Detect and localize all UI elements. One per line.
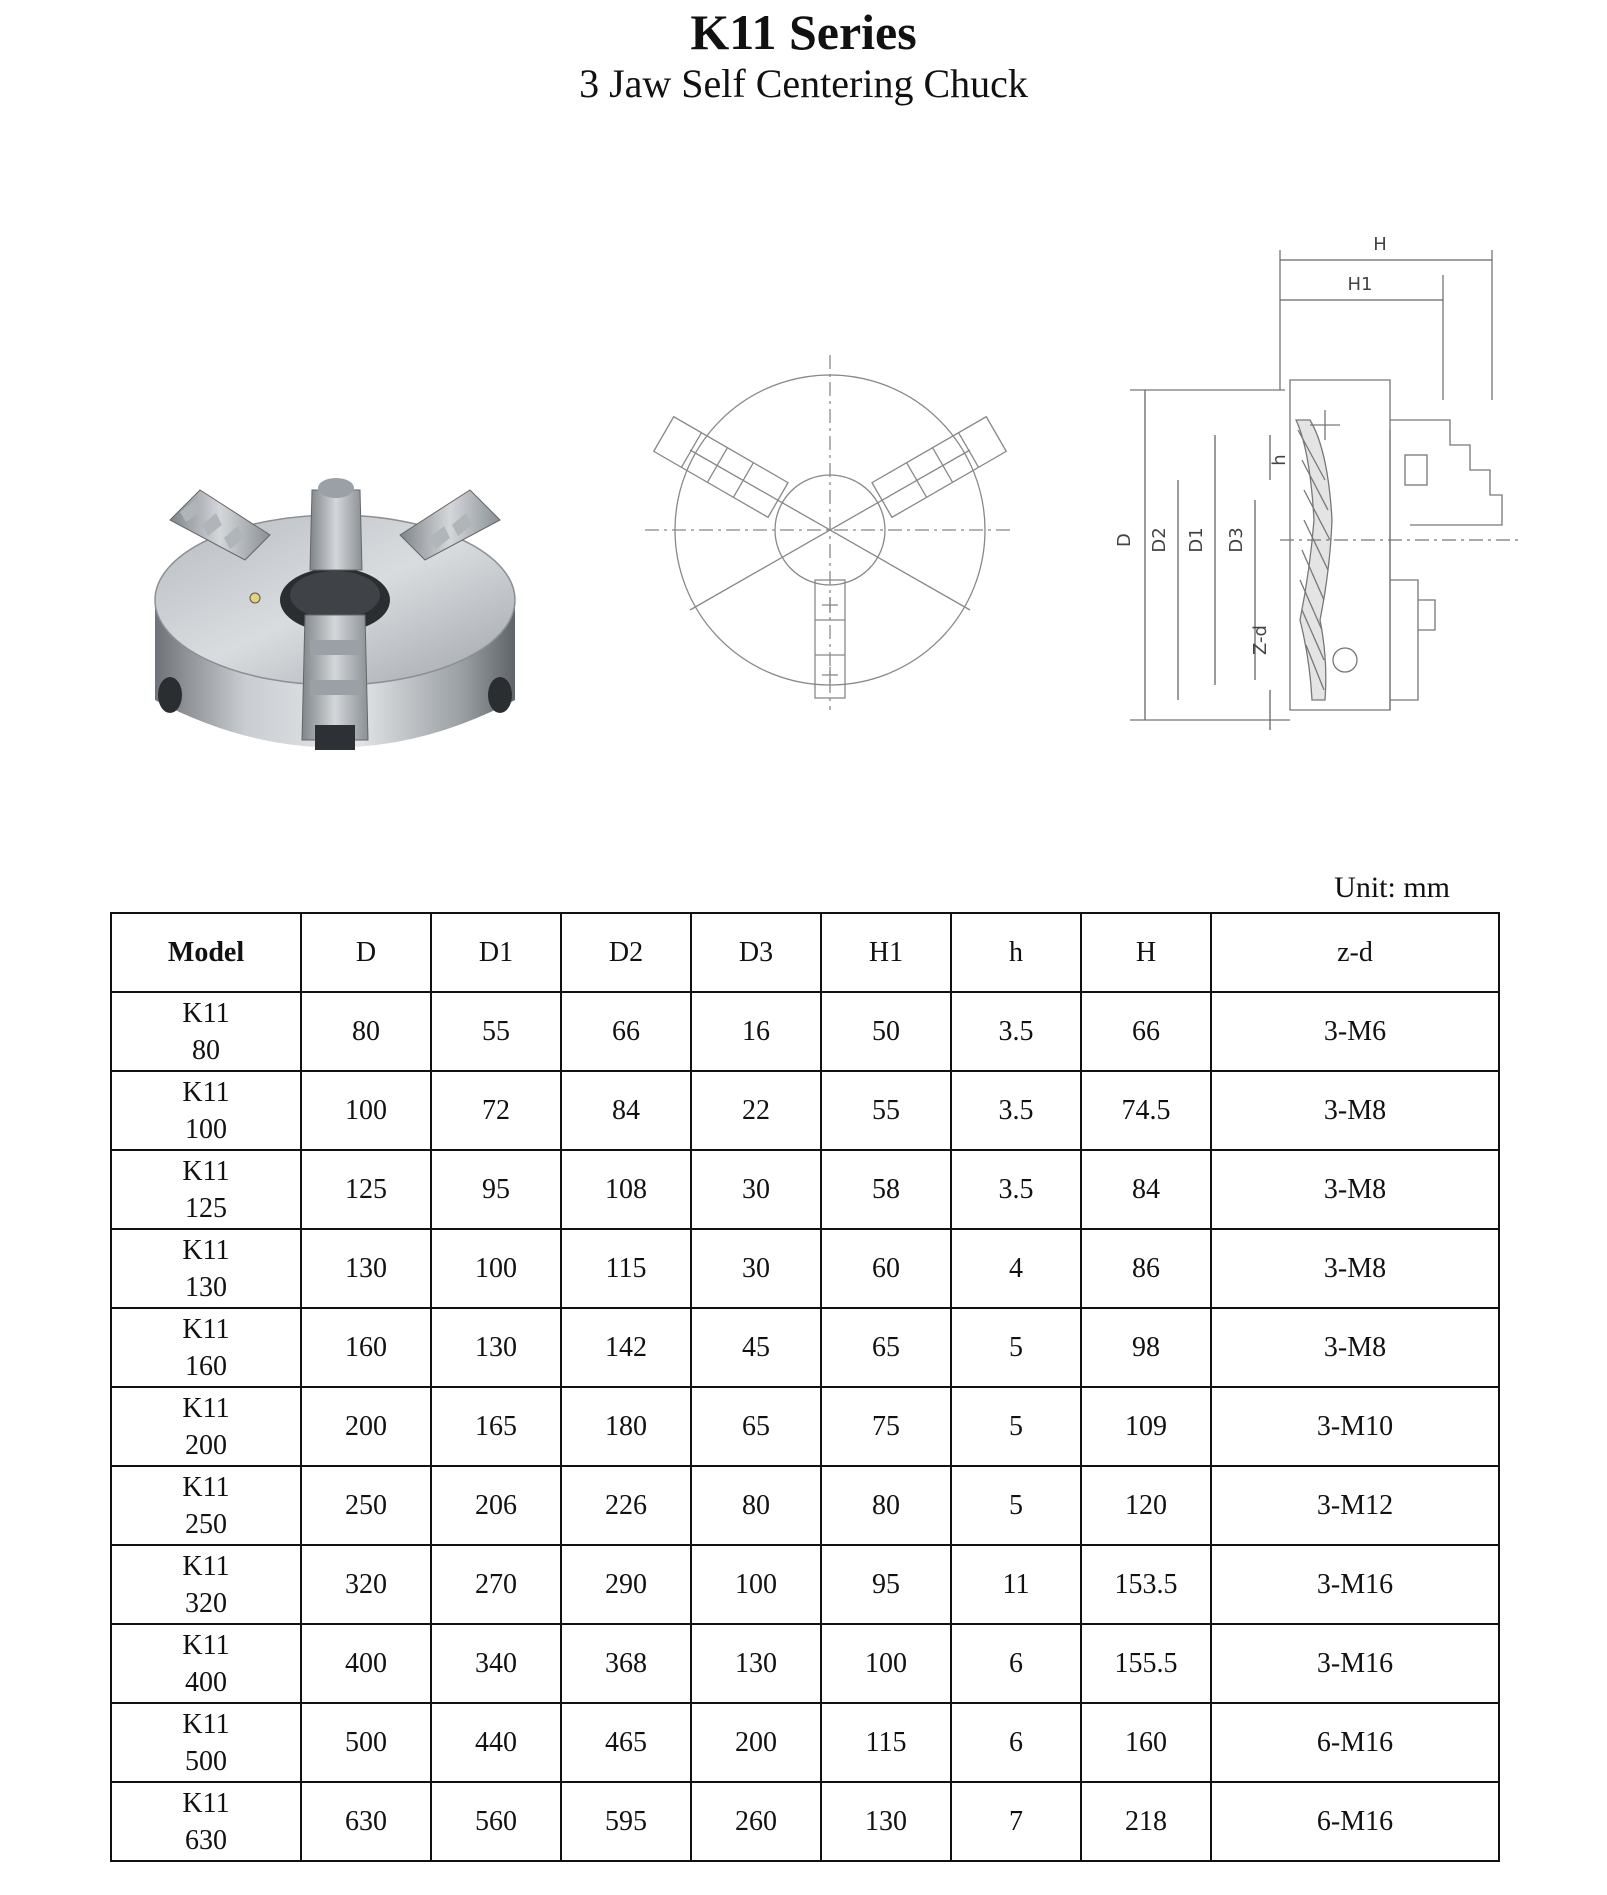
cell-h: 7 <box>951 1782 1081 1861</box>
model-size: 500 <box>185 1745 227 1777</box>
cell-d: 100 <box>301 1071 431 1150</box>
model-size: 125 <box>185 1192 227 1224</box>
model-size: 630 <box>185 1824 227 1856</box>
cell-zd: 6-M16 <box>1211 1703 1499 1782</box>
page-subtitle: 3 Jaw Self Centering Chuck <box>579 61 1028 106</box>
model-series: K11 <box>182 1471 230 1503</box>
model-cell <box>111 1466 301 1545</box>
label-D: D <box>1114 533 1135 547</box>
model-cell <box>111 1545 301 1624</box>
cell-d1: 206 <box>431 1466 561 1545</box>
cell-zd: 3-M8 <box>1211 1308 1499 1387</box>
cell-d1: 340 <box>431 1624 561 1703</box>
page-title: K11 Series <box>690 4 917 60</box>
cell-h1: 58 <box>821 1150 951 1229</box>
column-header-model: Model <box>111 913 301 992</box>
model-series: K11 <box>182 1076 230 1108</box>
table-row <box>111 1624 1499 1703</box>
cell-d: 320 <box>301 1545 431 1624</box>
model-cell <box>111 1782 301 1861</box>
column-header-zd: z-d <box>1211 913 1499 992</box>
cell-zd: 3-M16 <box>1211 1545 1499 1624</box>
cell-h: 84 <box>1081 1150 1211 1229</box>
model-size: 400 <box>185 1666 227 1698</box>
cell-h: 3.5 <box>951 1150 1081 1229</box>
cell-d3: 80 <box>691 1466 821 1545</box>
table-row <box>111 1466 1499 1545</box>
model-size: 320 <box>185 1587 227 1619</box>
column-header-d2: D2 <box>561 913 691 992</box>
model-series: K11 <box>182 1629 230 1661</box>
cell-h1: 55 <box>821 1071 951 1150</box>
cell-d: 250 <box>301 1466 431 1545</box>
cell-d3: 16 <box>691 992 821 1071</box>
table-row <box>111 1308 1499 1387</box>
cell-h1: 95 <box>821 1545 951 1624</box>
cell-d: 200 <box>301 1387 431 1466</box>
spec-table <box>110 912 1500 1862</box>
label-zd: Z-d <box>1250 625 1271 655</box>
cell-zd: 6-M16 <box>1211 1782 1499 1861</box>
cell-h: 11 <box>951 1545 1081 1624</box>
cell-d2: 595 <box>561 1782 691 1861</box>
cell-d: 125 <box>301 1150 431 1229</box>
label-H: H <box>1373 234 1387 255</box>
cell-h: 74.5 <box>1081 1071 1211 1150</box>
cell-d: 130 <box>301 1229 431 1308</box>
cell-d2: 368 <box>561 1624 691 1703</box>
column-header-h: H <box>1081 913 1211 992</box>
cell-d2: 465 <box>561 1703 691 1782</box>
model-size: 200 <box>185 1429 227 1461</box>
cell-zd: 3-M8 <box>1211 1150 1499 1229</box>
table-row <box>111 1703 1499 1782</box>
cell-zd: 3-M16 <box>1211 1624 1499 1703</box>
cell-d: 80 <box>301 992 431 1071</box>
model-cell <box>111 1229 301 1308</box>
cell-h: 66 <box>1081 992 1211 1071</box>
column-header-d: D <box>301 913 431 992</box>
cell-d1: 130 <box>431 1308 561 1387</box>
cell-h: 153.5 <box>1081 1545 1211 1624</box>
cell-d1: 560 <box>431 1782 561 1861</box>
cell-d1: 55 <box>431 992 561 1071</box>
cell-h: 6 <box>951 1624 1081 1703</box>
model-cell <box>111 992 301 1071</box>
cell-d: 160 <box>301 1308 431 1387</box>
table-row <box>111 1229 1499 1308</box>
column-header-h-small: h <box>951 913 1081 992</box>
cell-d1: 270 <box>431 1545 561 1624</box>
cell-h: 5 <box>951 1387 1081 1466</box>
table-row <box>111 1150 1499 1229</box>
cell-h1: 115 <box>821 1703 951 1782</box>
table-body <box>111 992 1499 1861</box>
technical-drawing <box>590 100 1560 880</box>
cell-d2: 180 <box>561 1387 691 1466</box>
model-series: K11 <box>182 1234 230 1266</box>
cell-h: 4 <box>951 1229 1081 1308</box>
table-header-row <box>111 913 1499 992</box>
unit-label: Unit: mm <box>1334 871 1450 904</box>
cell-h: 120 <box>1081 1466 1211 1545</box>
table-row <box>111 1071 1499 1150</box>
model-series: K11 <box>182 1392 230 1424</box>
model-series: K11 <box>182 1787 230 1819</box>
cell-zd: 3-M8 <box>1211 1071 1499 1150</box>
model-cell <box>111 1150 301 1229</box>
model-cell <box>111 1624 301 1703</box>
cell-h: 6 <box>951 1703 1081 1782</box>
label-h: h <box>1269 454 1290 466</box>
cell-d1: 95 <box>431 1150 561 1229</box>
cell-h: 98 <box>1081 1308 1211 1387</box>
cell-d: 400 <box>301 1624 431 1703</box>
front-view <box>645 355 1015 710</box>
table-row <box>111 1387 1499 1466</box>
cell-d: 630 <box>301 1782 431 1861</box>
cell-h1: 60 <box>821 1229 951 1308</box>
cell-h: 86 <box>1081 1229 1211 1308</box>
table-row <box>111 992 1499 1071</box>
label-D3: D3 <box>1226 527 1247 553</box>
model-series: K11 <box>182 997 230 1029</box>
column-header-h1: H1 <box>821 913 951 992</box>
drawing-labels <box>1114 234 1387 655</box>
cell-d2: 66 <box>561 992 691 1071</box>
cell-d3: 260 <box>691 1782 821 1861</box>
cell-zd: 3-M12 <box>1211 1466 1499 1545</box>
cell-d3: 65 <box>691 1387 821 1466</box>
model-cell <box>111 1387 301 1466</box>
model-size: 250 <box>185 1508 227 1540</box>
model-series: K11 <box>182 1155 230 1187</box>
model-size: 80 <box>192 1034 220 1066</box>
cell-d2: 108 <box>561 1150 691 1229</box>
cell-h1: 80 <box>821 1466 951 1545</box>
column-header-d3: D3 <box>691 913 821 992</box>
model-size: 130 <box>185 1271 227 1303</box>
cell-h1: 130 <box>821 1782 951 1861</box>
table-row <box>111 1545 1499 1624</box>
cell-d3: 22 <box>691 1071 821 1150</box>
cell-zd: 3-M8 <box>1211 1229 1499 1308</box>
cell-d1: 100 <box>431 1229 561 1308</box>
model-cell <box>111 1071 301 1150</box>
cell-h: 155.5 <box>1081 1624 1211 1703</box>
cell-h1: 100 <box>821 1624 951 1703</box>
cell-d1: 165 <box>431 1387 561 1466</box>
cell-h1: 50 <box>821 992 951 1071</box>
cell-d3: 30 <box>691 1150 821 1229</box>
cell-d3: 45 <box>691 1308 821 1387</box>
cell-d: 500 <box>301 1703 431 1782</box>
label-H1: H1 <box>1347 274 1373 295</box>
cell-zd: 3-M10 <box>1211 1387 1499 1466</box>
cell-d3: 130 <box>691 1624 821 1703</box>
cell-h: 109 <box>1081 1387 1211 1466</box>
cell-zd: 3-M6 <box>1211 992 1499 1071</box>
label-D1: D1 <box>1186 527 1207 553</box>
column-header-d1: D1 <box>431 913 561 992</box>
cell-d3: 30 <box>691 1229 821 1308</box>
cell-h1: 75 <box>821 1387 951 1466</box>
cell-d2: 226 <box>561 1466 691 1545</box>
cell-d1: 440 <box>431 1703 561 1782</box>
cell-h: 5 <box>951 1308 1081 1387</box>
cell-d2: 115 <box>561 1229 691 1308</box>
model-cell <box>111 1308 301 1387</box>
cell-h: 160 <box>1081 1703 1211 1782</box>
cell-h: 3.5 <box>951 992 1081 1071</box>
model-size: 100 <box>185 1113 227 1145</box>
cell-h1: 65 <box>821 1308 951 1387</box>
cell-h: 218 <box>1081 1782 1211 1861</box>
cell-h: 5 <box>951 1466 1081 1545</box>
cell-d3: 200 <box>691 1703 821 1782</box>
label-D2: D2 <box>1149 527 1170 553</box>
cell-d2: 290 <box>561 1545 691 1624</box>
model-series: K11 <box>182 1313 230 1345</box>
cell-d3: 100 <box>691 1545 821 1624</box>
side-view <box>1130 250 1520 720</box>
model-cell <box>111 1703 301 1782</box>
model-series: K11 <box>182 1550 230 1582</box>
table-row <box>111 1782 1499 1861</box>
chuck-photo <box>140 450 530 800</box>
model-size: 160 <box>185 1350 227 1382</box>
cell-d2: 142 <box>561 1308 691 1387</box>
cell-d1: 72 <box>431 1071 561 1150</box>
cell-h: 3.5 <box>951 1071 1081 1150</box>
model-series: K11 <box>182 1708 230 1740</box>
cell-d2: 84 <box>561 1071 691 1150</box>
